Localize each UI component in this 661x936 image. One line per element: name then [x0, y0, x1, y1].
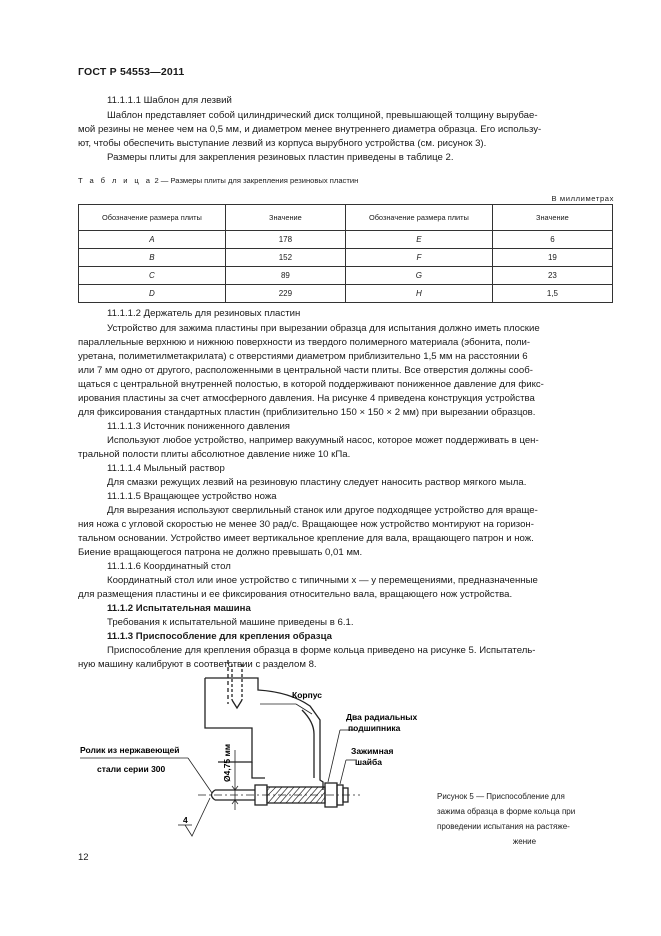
table-cell: B [79, 249, 226, 267]
table-header-row [79, 205, 613, 231]
page-number: 12 [78, 852, 89, 863]
paragraph-line: Приспособление для крепления образца в форме кольца приведено на рисунке 5. Испытатель- [107, 645, 536, 656]
table-cell: F [345, 249, 492, 267]
table-cell: 89 [225, 267, 345, 285]
shaft-tip [232, 700, 242, 708]
label-body: Корпус [292, 690, 322, 700]
document-header: ГОСТ Р 54553—2011 [78, 66, 185, 78]
paragraph-line: щаться с центральной внутренней полостью, в которой поддерживают пониженное давление для фикс- [78, 379, 544, 390]
paragraph-line: или 7 мм одно от другого, расположенными в центральной части плиты. Все отверстия должны сооб- [78, 365, 533, 376]
section-heading: 11.1.1.1 Шаблон для лезвий [107, 95, 232, 106]
table-cell: 152 [225, 249, 345, 267]
section-heading: 11.1.3 Приспособление для крепления образца [107, 631, 332, 642]
table-row [79, 249, 613, 267]
paragraph-line: для размещения пластины и ее фиксирования относительно вала, вращающего нож устройства. [78, 589, 513, 600]
section-heading: 11.1.1.3 Источник пониженного давления [107, 421, 291, 432]
paragraph-line: ирования пластины за счет атмосферного давления. На рисунке 4 приведена конструкция устройства [78, 393, 535, 404]
paragraph-line: для фиксирования стандартных пластин (приблизительно 150 × 150 × 2 мм) при вырезании образцов. [78, 407, 536, 418]
table-cell: A [79, 231, 226, 249]
dimensions-table [78, 204, 613, 303]
paragraph-line: Биение вращающегося патрона не должно превышать 0,01 мм. [78, 547, 363, 558]
table-cell: 6 [492, 231, 612, 249]
table-cell: 19 [492, 249, 612, 267]
section-heading: 11.1.1.2 Держатель для резиновых пластин [107, 308, 301, 319]
paragraph-line: ния ножа с угловой скоростью не менее 30 рад/с. Вращающее нож устройство монтируют на горизон- [78, 519, 534, 530]
figure-caption-line: проведении испытания на растяже- [437, 822, 570, 831]
label-washer: Зажимная [351, 746, 394, 756]
table-caption-prefix: Т а б л и ц а [78, 176, 153, 185]
figure-caption-line: жение [512, 837, 537, 846]
housing-lower-arm [252, 762, 265, 778]
paragraph-line: Координатный стол или иное устройство с типичными x — y перемещениями, предназначенные [107, 575, 538, 586]
table-caption [78, 176, 358, 185]
paragraph-line: параллельные верхнюю и нижнюю поверхности из твердого полимерного материала (эбонита, поли- [78, 337, 531, 348]
column-header: Обозначение размера плиты [345, 205, 492, 231]
roughness-value: 4 [183, 815, 188, 825]
label-washer: шайба [355, 757, 383, 767]
housing-inner-wall [302, 710, 314, 778]
paragraph-line: ют, чтобы обеспечить выступание лезвий из корпуса вырубного устройства (см. рисунок 3). [78, 138, 487, 149]
label-bearings: подшипника [348, 723, 401, 733]
label-bearings: Два радиальных [346, 712, 418, 722]
paragraph-line: тальном основании. Устройство имеет вертикальное крепление для вала, вращающего патрон и нож. [78, 533, 534, 544]
table-cell: D [79, 285, 226, 303]
table-cell: E [345, 231, 492, 249]
paragraph-line: мой резины не менее чем на 0,5 мм, и диаметром менее внутреннего диаметра образца. Его использу- [78, 124, 542, 135]
leader-washer [340, 760, 346, 784]
figure-caption [437, 789, 612, 849]
column-header: Обозначение размера плиты [79, 205, 226, 231]
leader-bearings [328, 730, 340, 782]
paragraph-line: Для вырезания используют сверлильный станок или другое подходящее устройство для враще- [107, 505, 538, 516]
paragraph-line: тральной полости плиты абсолютное давление ниже 10 кПа. [78, 449, 351, 460]
ring-clamp-figure [70, 650, 418, 840]
table-units: В миллиметрах [551, 194, 614, 203]
section-heading: 11.1.1.6 Координатный стол [107, 561, 231, 572]
paragraph-line: Для смазки режущих лезвий на резиновую пластину следует наносить раствор мягкого мыла. [107, 477, 527, 488]
table-caption-text: 2 — Размеры плиты для закрепления резиновых пластин [154, 176, 359, 185]
label-roller: Ролик из нержавеющей [80, 745, 180, 755]
table-cell: 229 [225, 285, 345, 303]
leader-roller [188, 758, 212, 793]
section-heading: 11.1.1.4 Мыльный раствор [107, 463, 225, 474]
column-header: Значение [492, 205, 612, 231]
table-row [79, 267, 613, 285]
paragraph-line: Устройство для зажима пластины при вырезании образца для испытания должно иметь плоские [107, 323, 540, 334]
figure-caption-line: зажима образца в форме кольца при [437, 807, 576, 816]
table-cell: G [345, 267, 492, 285]
figure-caption-line: Рисунок 5 — Приспособление для [437, 792, 565, 801]
paragraph-line: Размеры плиты для закрепления резиновых пластин приведены в таблице 2. [107, 152, 454, 163]
table-cell: 1,5 [492, 285, 612, 303]
paragraph-line: Используют любое устройство, например вакуумный насос, которое может поддерживать в цен- [107, 435, 539, 446]
roughness-symbol [185, 798, 210, 836]
label-roller: стали серии 300 [97, 764, 166, 774]
paragraph-line: Требования к испытательной машине приведены в 6.1. [107, 617, 354, 628]
table-row [79, 285, 613, 303]
section-heading: 11.1.2 Испытательная машина [107, 603, 251, 614]
table-cell: 23 [492, 267, 612, 285]
paragraph-line: ную машину калибруют в соответствии с разделом 8. [78, 659, 317, 670]
table-cell: C [79, 267, 226, 285]
table-cell: 178 [225, 231, 345, 249]
paragraph-line: Шаблон представляет собой цилиндрический диск толщиной, превышающей толщину вырубае- [107, 110, 538, 121]
column-header: Значение [225, 205, 345, 231]
section-heading: 11.1.1.5 Вращающее устройство ножа [107, 491, 277, 502]
dimension-label: Ø4,75 мм [222, 743, 232, 782]
paragraph-line: уретана, полиметилметакрилата) с отверстиями диаметром приблизительно 1,5 мм на расстоянии 6 [78, 351, 528, 362]
table-row [79, 231, 613, 249]
table-cell: H [345, 285, 492, 303]
